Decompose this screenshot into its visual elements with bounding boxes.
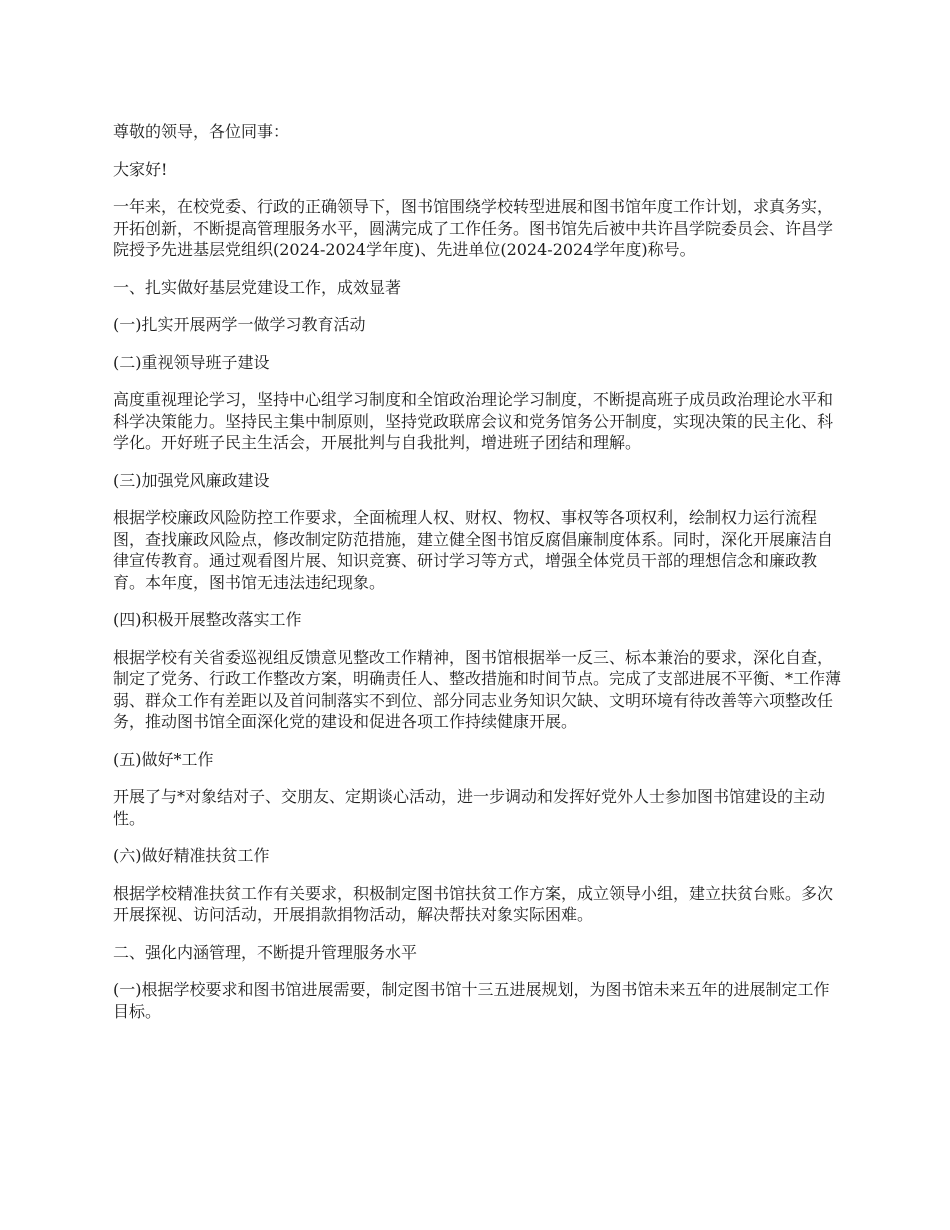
subheading-1-4: (四)积极开展整改落实工作 xyxy=(113,610,302,629)
subheading-1-3: (三)加强党风廉政建设 xyxy=(113,470,270,490)
subheading-1-5: (五)做好*工作 xyxy=(113,749,214,769)
subheading-1-6: (六)做好精准扶贫工作 xyxy=(113,846,270,865)
body-paragraph: 高度重视理论学习，坚持中心组学习制度和全馆政治理论学习制度，不断提高班子成员政治理论水平和科学决策能力。坚持民主集中制原则，坚持党政联席会议和党务馆务公开制度，实现决策的民主化、科学化。开好班子民主生活会，开展批判与自我批判，增进班子团结和理解。 xyxy=(113,390,834,452)
document-body xyxy=(113,121,841,1038)
greeting: 大家好! xyxy=(113,159,168,179)
intro-paragraph: 一年来，在校党委、行政的正确领导下，图书馆围绕学校转型进展和图书馆年度工作计划，求真务实，开拓创新，不断提高管理服务水平，圆满完成了工作任务。图书馆先后被中共许昌学院委员会、许昌学院授予先进基层党组织(2024-2024学年度)、先进单位(2024-2024学年度)称号。 xyxy=(113,197,834,259)
body-paragraph: 根据学校精准扶贫工作有关要求，积极制定图书馆扶贫工作方案，成立领导小组，建立扶贫台账。多次开展探视、访问活动，开展捐款捐物活动，解决帮扶对象实际困难。 xyxy=(113,883,834,924)
subheading-1-1: (一)扎实开展两学一做学习教育活动 xyxy=(113,315,366,334)
body-paragraph: (一)根据学校要求和图书馆进展需要，制定图书馆十三五进展规划，为图书馆未来五年的进展制定工作目标。 xyxy=(113,980,830,1021)
subheading-1-2: (二)重视领导班子建设 xyxy=(113,352,270,372)
section-heading-1: 一、扎实做好基层党建设工作，成效显著 xyxy=(113,277,402,297)
section-heading-2: 二、强化内涵管理，不断提升管理服务水平 xyxy=(113,942,418,962)
body-paragraph: 根据学校有关省委巡视组反馈意见整改工作精神，图书馆根据举一反三、标本兼治的要求，深化自查，制定了党务、行政工作整改方案，明确责任人、整改措施和时间节点。完成了支部进展不平衡、*工作薄弱、群众工作有差距以及首问制落实不到位、部分同志业务知识欠缺、文明环境有待改善等六项整改任务，推动图书馆全面深化党的建设和促进各项工作持续健康开展。 xyxy=(113,647,842,731)
body-paragraph: 开展了与*对象结对子、交朋友、定期谈心活动，进一步调动和发挥好党外人士参加图书馆建设的主动性。 xyxy=(113,787,826,828)
body-paragraph: 根据学校廉政风险防控工作要求，全面梳理人权、财权、物权、事权等各项权利，绘制权力运行流程图，查找廉政风险点，修改制定防范措施，建立健全图书馆反腐倡廉制度体系。同时，深化开展廉洁自律宣传教育。通过观看图片展、知识竞赛、研讨学习等方式，增强全体党员干部的理想信念和廉政教育。本年度，图书馆无违法违纪现象。 xyxy=(113,508,834,592)
salutation: 尊敬的领导，各位同事： xyxy=(113,122,290,141)
